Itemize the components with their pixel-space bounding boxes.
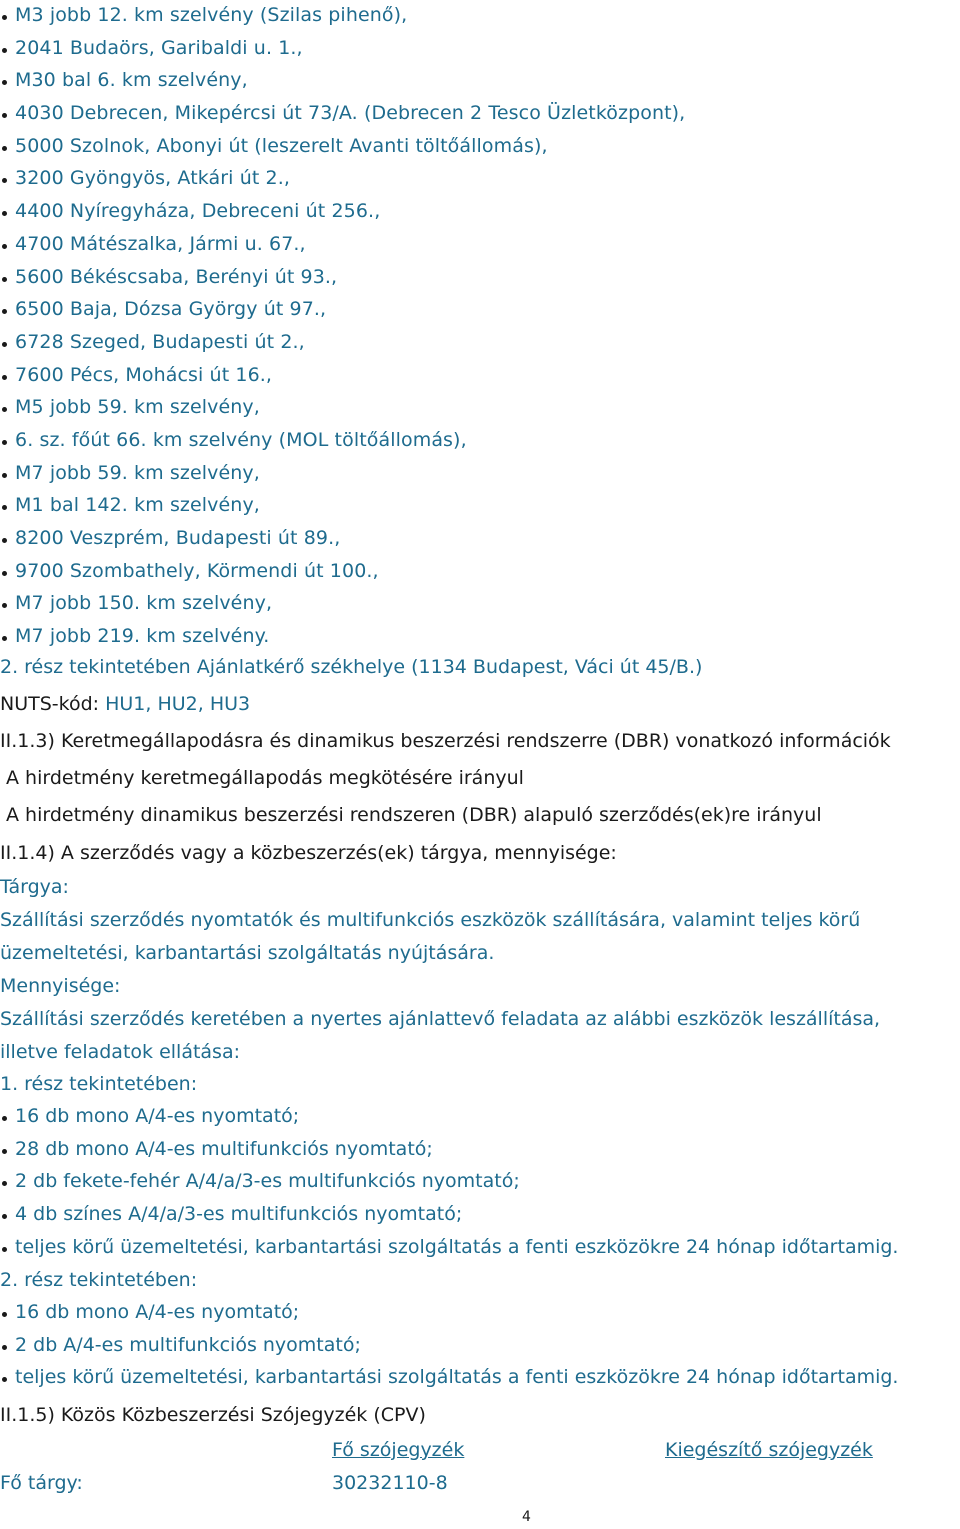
location-item: M30 bal 6. km szelvény, bbox=[0, 65, 685, 98]
location-item: 4030 Debrecen, Mikepércsi út 73/A. (Debrecen 2 Tesco Üzletközpont), bbox=[0, 98, 685, 131]
dps-line: A hirdetmény dinamikus beszerzési rendszeren (DBR) alapuló szerződés(ek)re irányul bbox=[6, 804, 822, 826]
part1-item: 2 db fekete-fehér A/4/a/3-es multifunkciós nyomtató; bbox=[0, 1166, 898, 1199]
cpv-main-subject-label: Fő tárgy: bbox=[0, 1472, 83, 1494]
part2-item: 2 db A/4-es multifunkciós nyomtató; bbox=[0, 1330, 898, 1363]
location-item: M7 jobb 219. km szelvény. bbox=[0, 621, 685, 654]
section-113-heading bbox=[0, 727, 891, 755]
location-item: 9700 Szombathely, Körmendi út 100., bbox=[0, 556, 685, 589]
location-item: 5000 Szolnok, Abonyi út (leszerelt Avanti töltőállomás), bbox=[0, 131, 685, 164]
location-item: 6. sz. főút 66. km szelvény (MOL töltőállomás), bbox=[0, 425, 685, 458]
mennyisege-label: Mennyisége: bbox=[0, 975, 121, 997]
nuts-label: NUTS-kód: bbox=[0, 693, 100, 715]
part2-item: 16 db mono A/4-es nyomtató; bbox=[0, 1297, 898, 1330]
part1-item: 28 db mono A/4-es multifunkciós nyomtató; bbox=[0, 1134, 898, 1167]
targya-text-1: Szállítási szerződés nyomtatók és multifunkciós eszközök szállítására, valamint teljes körű bbox=[0, 909, 861, 931]
part1-item: 16 db mono A/4-es nyomtató; bbox=[0, 1101, 898, 1134]
cpv-main-column-header: Fő szójegyzék bbox=[332, 1439, 465, 1461]
mennyisege-text-1: Szállítási szerződés keretében a nyertes ajánlattevő feladata az alábbi eszközök leszállítása, bbox=[0, 1008, 881, 1030]
location-list bbox=[0, 0, 685, 654]
part1-item: 4 db színes A/4/a/3-es multifunkciós nyomtató; bbox=[0, 1199, 898, 1232]
part1-label: 1. rész tekintetében: bbox=[0, 1073, 198, 1095]
location-item: 6728 Szeged, Budapesti út 2., bbox=[0, 327, 685, 360]
part2-item: teljes körű üzemeltetési, karbantartási szolgáltatás a fenti eszközökre 24 hónap időtartamig. bbox=[0, 1362, 898, 1395]
location-item: 3200 Gyöngyös, Atkári út 2., bbox=[0, 163, 685, 196]
location-item: 6500 Baja, Dózsa György út 97., bbox=[0, 294, 685, 327]
part2-location: 2. rész tekintetében Ajánlatkérő székhelye (1134 Budapest, Váci út 45/B.) bbox=[0, 656, 703, 678]
section-115-heading: II.1.5) Közös Közbeszerzési Szójegyzék (CPV) bbox=[0, 1404, 426, 1426]
location-item: 4400 Nyíregyháza, Debreceni út 256., bbox=[0, 196, 685, 229]
location-item: M5 jobb 59. km szelvény, bbox=[0, 392, 685, 425]
location-item: 5600 Békéscsaba, Berényi út 93., bbox=[0, 262, 685, 295]
part2-label: 2. rész tekintetében: bbox=[0, 1269, 198, 1291]
framework-agreement-line: A hirdetmény keretmegállapodás megkötésére irányul bbox=[6, 767, 524, 789]
location-item: M3 jobb 12. km szelvény (Szilas pihenő), bbox=[0, 0, 685, 33]
nuts-value: HU1, HU2, HU3 bbox=[105, 693, 251, 715]
page-number: 4 bbox=[522, 1509, 531, 1525]
part2-item-list bbox=[0, 1297, 898, 1395]
location-item: M1 bal 142. km szelvény, bbox=[0, 490, 685, 523]
nuts-code-line bbox=[0, 690, 250, 718]
targya-label: Tárgya: bbox=[0, 876, 69, 898]
targya-text-2: üzemeltetési, karbantartási szolgáltatás nyújtására. bbox=[0, 942, 495, 964]
location-item: M7 jobb 59. km szelvény, bbox=[0, 458, 685, 491]
section-113-title: Keretmegállapodásra és dinamikus beszerzési rendszerre (DBR) vonatkozó információk bbox=[60, 730, 891, 752]
section-114-heading: II.1.4) A szerződés vagy a közbeszerzés(ek) tárgya, mennyisége: bbox=[0, 842, 617, 864]
location-item: 2041 Budaörs, Garibaldi u. 1., bbox=[0, 33, 685, 66]
part1-item: teljes körű üzemeltetési, karbantartási szolgáltatás a fenti eszközökre 24 hónap időtartamig. bbox=[0, 1232, 898, 1265]
section-113-number: II.1.3) bbox=[0, 730, 55, 752]
location-item: 8200 Veszprém, Budapesti út 89., bbox=[0, 523, 685, 556]
mennyisege-text-2: illetve feladatok ellátása: bbox=[0, 1041, 240, 1063]
location-item: 7600 Pécs, Mohácsi út 16., bbox=[0, 360, 685, 393]
part1-item-list bbox=[0, 1101, 898, 1264]
cpv-main-subject-code: 30232110-8 bbox=[332, 1472, 448, 1494]
cpv-supplementary-column-header: Kiegészítő szójegyzék bbox=[665, 1439, 873, 1461]
location-item: M7 jobb 150. km szelvény, bbox=[0, 588, 685, 621]
location-item: 4700 Mátészalka, Jármi u. 67., bbox=[0, 229, 685, 262]
